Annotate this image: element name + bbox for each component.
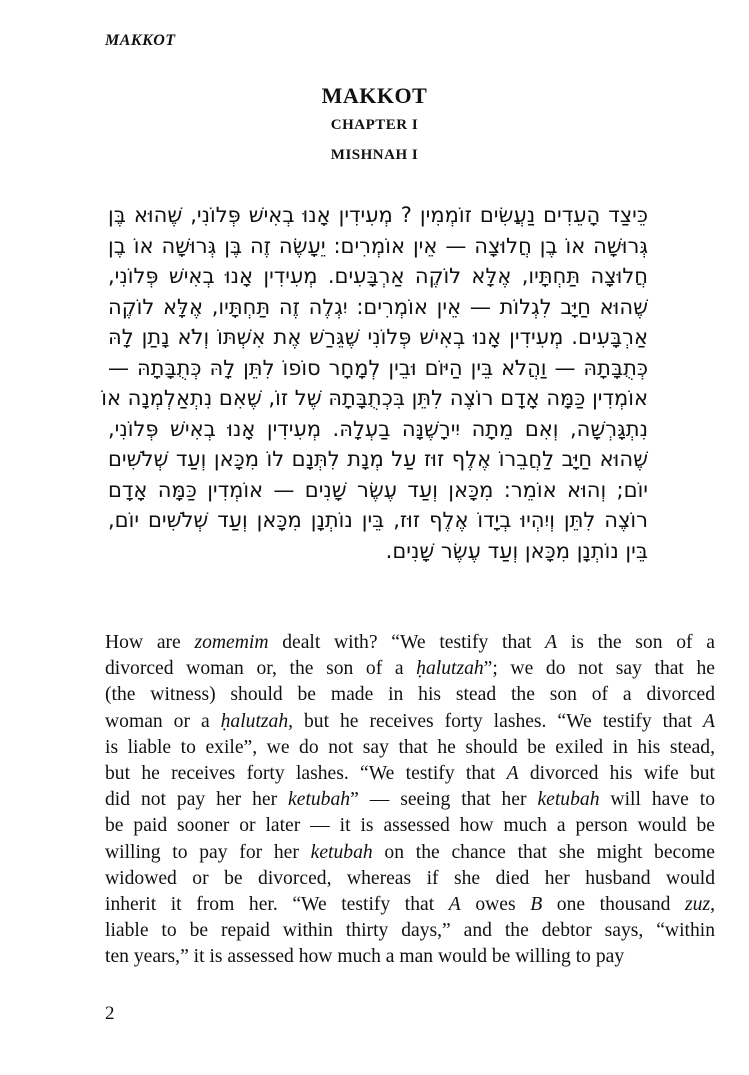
text-run: widowed or be divorced, whereas if she died her husband would	[105, 867, 715, 889]
text-run: ,	[710, 894, 715, 916]
english-text-line	[105, 709, 715, 735]
hebrew-text-line: שֶׁהוּא חַיָּב לַחֲבֵרוֹ אֶלֶף זוּז עַל מְנָת לִתְּנָם לוֹ מִכָּאן וְעַד שְׁלֹשִׁים	[108, 447, 648, 471]
text-run: woman or a	[105, 710, 221, 732]
italic-term: zomemim	[194, 632, 269, 653]
mishnah-heading: MISHNAH I	[330, 147, 419, 163]
italic-term: ḥalutzah	[220, 710, 289, 732]
english-text-line	[105, 787, 715, 813]
hebrew-text-line: כֵּיצַד הָעֵדִים נַעֲשִׂים זוֹמְמִין ? מְעִידִין אָנוּ בְאִישׁ פְּלוֹנִי, שֶׁהוּא בֶּן	[108, 203, 648, 227]
hebrew-mishnah-text	[101, 200, 648, 566]
tractate-title: MAKKOT	[321, 83, 428, 108]
english-text-line	[105, 761, 715, 787]
italic-term: ketubah	[288, 789, 351, 811]
english-text-line	[105, 944, 715, 970]
text-run: ten years,” it is assessed how much a man would be willing to pay	[105, 946, 625, 968]
hebrew-text-line: יוֹם; וְהוּא אוֹמֵר: מִכָּאן וְעַד עֶשֶׂר שָׁנִים — אוֹמְדִין כַּמָּה אָדָם	[108, 477, 648, 502]
english-text-line	[105, 840, 715, 866]
hebrew-text-line: שֶׁהוּא חַיָּב לִגְלוֹת — אֵין אוֹמְרִים: יִגְלֶה זֶה תַּחְתָּיו, אֶלָּא לוֹקֶה	[108, 294, 648, 319]
italic-term: A	[703, 710, 715, 732]
text-run: is liable to exile”, we do not say that he should be exiled in his stead,	[105, 736, 715, 758]
text-run: inherit it from her. “We testify that	[105, 894, 449, 916]
english-text-line	[105, 892, 715, 918]
hebrew-text-line: אַרְבָּעִים. מְעִידִין אָנוּ בְאִישׁ פְּלוֹנִי שֶׁגֵּרַשׁ אֶת אִשְׁתּוֹ וְלֹא נָתַן לָהּ	[108, 325, 648, 349]
english-text-line	[105, 918, 715, 944]
hebrew-text-line: כְּתֻבָּתָהּ — וַהֲלֹא בֵּין הַיּוֹם וּבֵין לְמָחָר סוֹפוֹ לִתֵּן לָהּ כְּתֻבָּתָהּ —	[108, 355, 648, 380]
text-run: owes	[460, 894, 531, 916]
italic-term: A	[545, 632, 558, 653]
hebrew-text-line: בֵּין נוֹתְנָן מִכָּאן וְעַד עֶשֶׂר שָׁנִים.	[385, 538, 648, 563]
italic-term: zuz	[685, 894, 711, 916]
running-head: MAKKOT	[105, 32, 176, 49]
text-run: ”; we do not say that he	[483, 658, 715, 680]
text-run: on the chance that she might become	[372, 841, 715, 863]
text-run: divorced his wife but	[518, 763, 715, 785]
text-run: did not pay her her	[105, 789, 289, 811]
text-run: be paid sooner or later — it is assessed how much a person would be	[105, 815, 715, 837]
text-run: liable to be repaid within thirty days,” and the debtor says, “within	[105, 920, 715, 942]
text-run: divorced woman or, the son of a	[105, 658, 417, 680]
page-number: 2	[105, 1003, 115, 1024]
english-text-line	[105, 813, 715, 839]
text-run: dealt with? “We testify that	[268, 632, 546, 653]
text-run: How are	[105, 632, 195, 653]
text-run: (the witness) should be made in his stead the son of a divorced	[105, 684, 715, 706]
text-run: ” — seeing that her	[350, 789, 538, 811]
hebrew-text-line: חֲלוּצָה תַּחְתָּיו, אֶלָּא לוֹקֶה אַרְבָּעִים. מְעִידִין אָנוּ בְאִישׁ פְּלוֹנִי,	[108, 264, 648, 288]
text-run: , but he receives forty lashes. “We testify that	[288, 710, 704, 732]
chapter-heading: CHAPTER I	[330, 117, 419, 133]
hebrew-text-line: אוֹמְדִין כַּמָּה אָדָם רוֹצֶה לִתֵּן בִּכְתֻבָּתָהּ שֶׁל זוֹ, שֶׁאִם נִתְאַלְמְנָה אוֹ	[101, 386, 648, 410]
italic-term: A	[448, 894, 461, 916]
english-translation-text	[105, 630, 715, 971]
text-run: will have to	[599, 789, 715, 811]
hebrew-text-line: רוֹצֶה לִתֵּן וְיִהְיוּ בְיָדוֹ אֶלֶף זוּז, בֵּין נוֹתְנָן מִכָּאן וְעַד שְׁלֹשִׁים יוֹם,	[108, 508, 648, 532]
italic-term: ketubah	[310, 841, 373, 863]
english-text-line	[105, 682, 715, 708]
italic-term: ketubah	[537, 789, 600, 811]
hebrew-text-line: גְּרוּשָׁה אוֹ בֶן חֲלוּצָה — אֵין אוֹמְרִים: יֵעָשֶׂה זֶה בֶּן גְּרוּשָׁה אוֹ בֶן	[108, 233, 648, 258]
hebrew-text-line: נִתְגָּרְשָׁה, וְאִם מֵתָה יִירָשֶׁנָּה בַעְלָהּ. מְעִידִין אָנוּ בְאִישׁ פְּלוֹנִי,	[108, 416, 648, 441]
text-run: is the son of a	[557, 632, 715, 653]
text-run: one thousand	[542, 894, 686, 916]
english-text-line	[105, 656, 715, 682]
text-run: but he receives forty lashes. “We testify that	[105, 763, 507, 785]
english-text-line	[105, 630, 715, 656]
text-run: willing to pay for her	[105, 841, 311, 863]
italic-term: B	[530, 894, 543, 916]
italic-term: ḥalutzah	[416, 658, 484, 680]
italic-term: A	[506, 763, 519, 785]
english-text-line	[105, 866, 715, 892]
english-text-line	[105, 735, 715, 761]
